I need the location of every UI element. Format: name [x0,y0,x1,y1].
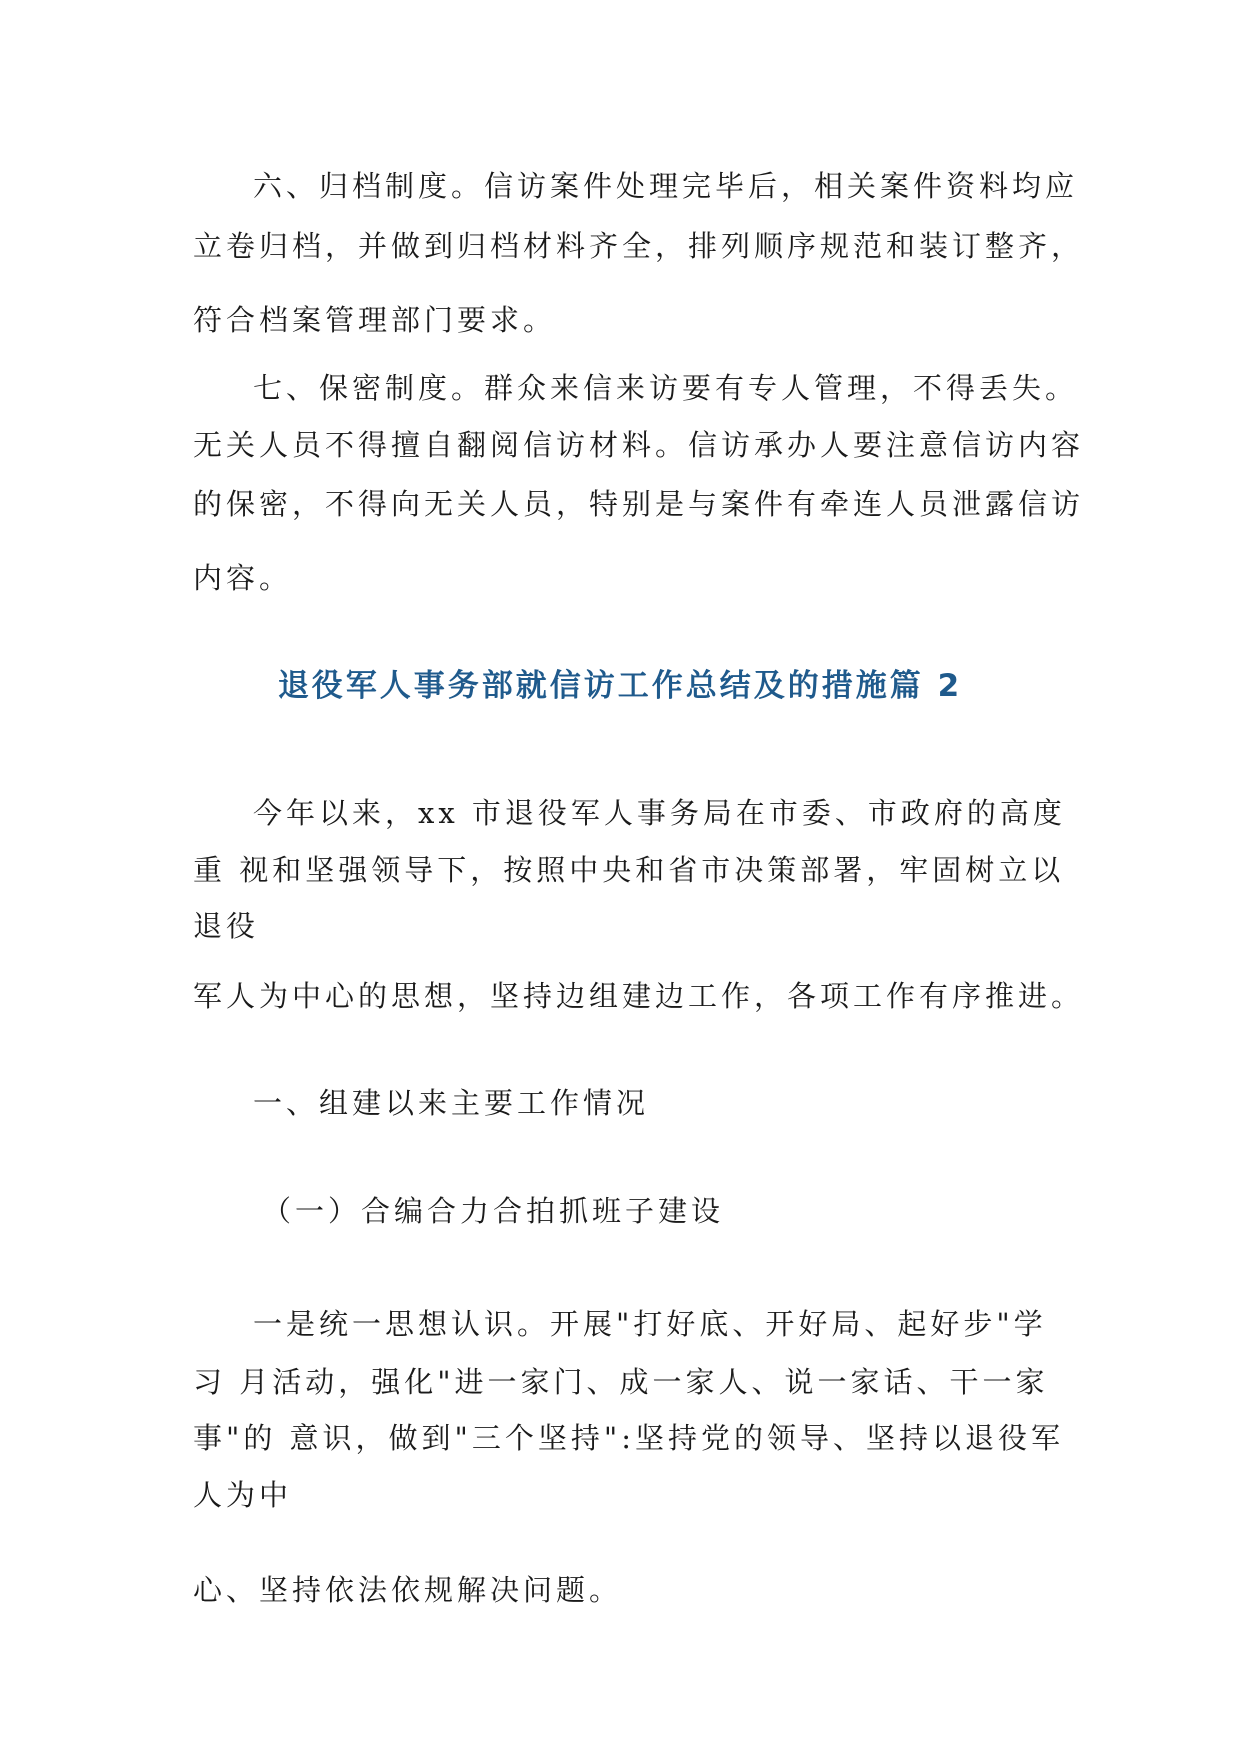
paragraph-line: 一是统一思想认识。开展"打好底、开好局、起好步"学 [253,1307,1047,1341]
paragraph-line: 六、归档制度。信访案件处理完毕后，相关案件资料均应 [253,169,1079,203]
section-heading: 退役军人事务部就信访工作总结及的措施篇 2 [277,668,963,704]
paragraph-line: 重 视和坚强领导下，按照中央和省市决策部署，牢固树立以 [193,853,1065,887]
paragraph-line: 七、保密制度。群众来信来访要有专人管理，不得丢失。 [253,371,1079,405]
part-title: 一、组建以来主要工作情况 [253,1086,650,1120]
paragraph-line: 符合档案管理部门要求。 [193,303,557,337]
subsection-title: （一）合编合力合拍抓班子建设 [262,1194,725,1228]
paragraph-line: 无关人员不得擅自翻阅信访材料。信访承办人要注意信访内容 [193,428,1085,462]
paragraph-line: 习 月活动，强化"进一家门、成一家人、说一家话、干一家 [193,1365,1049,1399]
paragraph-line: 心、坚持依法依规解决问题。 [193,1573,623,1607]
paragraph-line: 的保密，不得向无关人员，特别是与案件有牵连人员泄露信访 [193,487,1085,521]
paragraph-line: 今年以来，xx 市退役军人事务局在市委、市政府的高度 [253,796,1066,830]
paragraph-line: 人为中 [193,1478,293,1512]
paragraph-line: 退役 [193,909,260,943]
paragraph-line: 立卷归档，并做到归档材料齐全，排列顺序规范和装订整齐， [193,229,1085,263]
paragraph-line: 内容。 [193,561,293,595]
paragraph-line: 事"的 意识，做到"三个坚持":坚持党的领导、坚持以退役军 [193,1421,1065,1455]
paragraph-line: 军人为中心的思想，坚持边组建边工作，各项工作有序推进。 [193,979,1085,1013]
